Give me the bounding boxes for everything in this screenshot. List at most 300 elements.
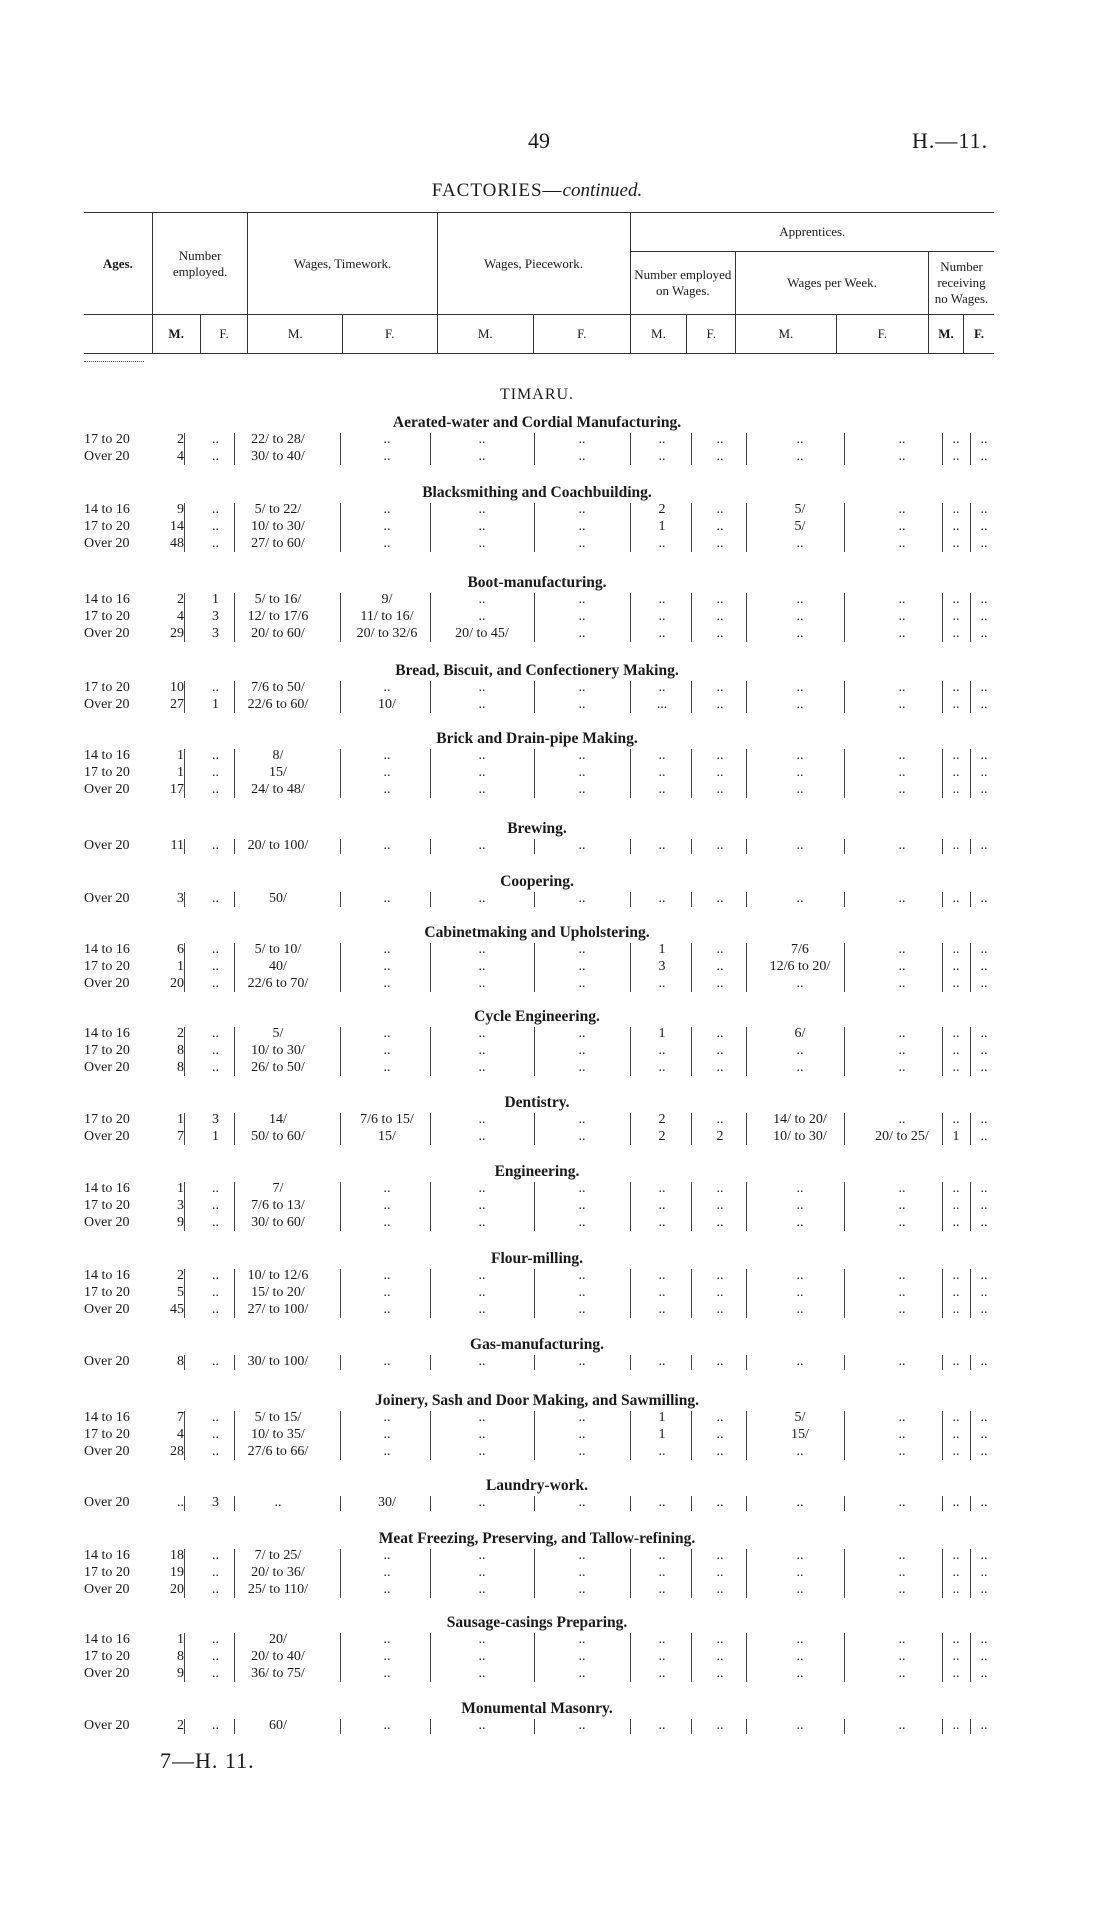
cell-apprentice-wages-f: .. <box>898 1285 906 1300</box>
column-rule <box>970 1633 971 1682</box>
cell-apprentices-f: .. <box>716 1565 724 1580</box>
column-rule <box>430 1113 431 1145</box>
section-title: Bread, Biscuit, and Confectionery Making. <box>395 662 679 679</box>
cell-no-wages-f: .. <box>980 1582 988 1597</box>
column-rule <box>746 1411 747 1460</box>
cell-number-f: .. <box>212 765 219 780</box>
cell-timework-f: .. <box>383 1302 391 1317</box>
cell-apprentices-m: .. <box>658 592 666 607</box>
cell-apprentices-f: .. <box>716 697 724 712</box>
table-row <box>84 1495 994 1512</box>
cell-number-f: 1 <box>212 592 219 607</box>
cell-apprentices-f: .. <box>716 1427 724 1442</box>
cell-timework-f: .. <box>383 1043 391 1058</box>
cell-apprentices-f: .. <box>716 1112 724 1127</box>
cell-piecework-f: .. <box>578 1354 586 1369</box>
cell-number-m: 5 <box>177 1285 184 1300</box>
column-rule <box>746 433 747 465</box>
apprentices-number-header: Number employed on Wages. <box>630 252 736 315</box>
cell-apprentices-f: .. <box>716 1354 724 1369</box>
section-title: Brick and Drain-pipe Making. <box>436 730 638 747</box>
column-rule <box>534 681 535 713</box>
cell-timework-m: 7/6 to 50/ <box>251 680 305 695</box>
table-row <box>84 1181 994 1198</box>
column-rule <box>844 1182 845 1231</box>
column-rule <box>691 749 692 798</box>
cell-timework-f: .. <box>383 1548 391 1563</box>
cell-apprentice-wages-f: .. <box>898 680 906 695</box>
cell-no-wages-m: .. <box>952 697 960 712</box>
cell-number-f: .. <box>212 449 219 464</box>
cell-piecework-f: .. <box>578 609 586 624</box>
cell-timework-f: .. <box>383 1285 391 1300</box>
f-header: F. <box>687 315 736 354</box>
cell-apprentices-m: .. <box>658 1444 666 1459</box>
cell-piecework-f: .. <box>578 449 586 464</box>
cell-no-wages-f: .. <box>980 609 988 624</box>
cell-no-wages-m: .. <box>952 592 960 607</box>
cell-age: 17 to 20 <box>84 1427 130 1442</box>
cell-number-m: 18 <box>170 1548 184 1563</box>
column-rule <box>942 1549 943 1598</box>
cell-apprentices-m: .. <box>658 748 666 763</box>
cell-apprentice-wages-f: .. <box>898 765 906 780</box>
cell-number-f: .. <box>212 432 219 447</box>
column-rule <box>691 1182 692 1231</box>
cell-no-wages-f: .. <box>980 1198 988 1213</box>
cell-no-wages-m: .. <box>952 1666 960 1681</box>
column-rule <box>844 1113 845 1145</box>
cell-apprentices-m: .. <box>658 1582 666 1597</box>
cell-piecework-f: .. <box>578 1198 586 1213</box>
cell-piecework-m: .. <box>478 782 486 797</box>
table-row <box>84 1718 994 1735</box>
cell-apprentices-f: .. <box>716 782 724 797</box>
column-rule <box>234 1719 235 1734</box>
cell-piecework-f: .. <box>578 1495 586 1510</box>
cell-timework-f: 7/6 to 15/ <box>360 1112 414 1127</box>
cell-number-m: 20 <box>170 1582 184 1597</box>
cell-timework-m: 5/ to 15/ <box>254 1410 302 1425</box>
cell-no-wages-m: .. <box>952 1410 960 1425</box>
cell-apprentice-wages-m: .. <box>796 1649 804 1664</box>
cell-age: 17 to 20 <box>84 1285 130 1300</box>
table-row <box>84 502 994 519</box>
cell-no-wages-m: .. <box>952 1198 960 1213</box>
column-rule <box>184 681 185 713</box>
cell-timework-f: .. <box>383 1268 391 1283</box>
cell-number-m: 45 <box>170 1302 184 1317</box>
cell-timework-m: 30/ to 60/ <box>251 1215 305 1230</box>
cell-timework-f: .. <box>383 1198 391 1213</box>
cell-timework-f: .. <box>383 1444 391 1459</box>
cell-apprentice-wages-m: .. <box>796 536 804 551</box>
column-rule <box>630 503 631 552</box>
cell-timework-m: 30/ to 40/ <box>251 449 305 464</box>
cell-no-wages-m: .. <box>952 502 960 517</box>
column-rule <box>630 1719 631 1734</box>
apprentices-no-wages-header: Number receiving no Wages. <box>929 252 994 315</box>
cell-number-f: .. <box>212 1649 219 1664</box>
table-row <box>84 1354 994 1371</box>
cell-piecework-f: .. <box>578 1181 586 1196</box>
cell-number-f: 1 <box>212 697 219 712</box>
cell-number-f: .. <box>212 1026 219 1041</box>
cell-number-m: 8 <box>177 1060 184 1075</box>
cell-no-wages-m: .. <box>952 1582 960 1597</box>
cell-number-m: 8 <box>177 1354 184 1369</box>
column-rule <box>340 593 341 642</box>
cell-apprentice-wages-f: .. <box>898 1026 906 1041</box>
m-header: M. <box>248 315 343 354</box>
column-rule <box>691 1549 692 1598</box>
cell-apprentice-wages-m: .. <box>796 748 804 763</box>
cell-number-m: 2 <box>177 592 184 607</box>
cell-apprentice-wages-m: .. <box>796 1582 804 1597</box>
column-rule <box>184 749 185 798</box>
column-rule <box>184 1182 185 1231</box>
column-rule <box>184 503 185 552</box>
section-title: Cycle Engineering. <box>474 1008 600 1025</box>
cell-apprentices-m: .. <box>658 1285 666 1300</box>
cell-piecework-m: .. <box>478 1043 486 1058</box>
cell-apprentice-wages-f: .. <box>898 536 906 551</box>
column-rule <box>970 503 971 552</box>
cell-timework-m: 36/ to 75/ <box>251 1666 305 1681</box>
cell-piecework-f: .. <box>578 1285 586 1300</box>
table-row <box>84 1026 994 1043</box>
cell-timework-f: .. <box>383 765 391 780</box>
cell-apprentice-wages-m: .. <box>796 1198 804 1213</box>
cell-no-wages-m: .. <box>952 519 960 534</box>
column-header <box>84 212 994 354</box>
cell-no-wages-f: .. <box>980 1026 988 1041</box>
cell-apprentice-wages-m: .. <box>796 838 804 853</box>
cell-no-wages-m: .. <box>952 1632 960 1647</box>
column-rule <box>691 433 692 465</box>
cell-apprentices-m: ... <box>656 697 668 712</box>
column-rule <box>234 1496 235 1511</box>
cell-apprentice-wages-m: .. <box>796 976 804 991</box>
cell-age: 17 to 20 <box>84 1043 130 1058</box>
cell-piecework-m: .. <box>478 1410 486 1425</box>
cell-timework-f: .. <box>383 536 391 551</box>
cell-timework-m: 15/ to 20/ <box>251 1285 305 1300</box>
section-title: Blacksmithing and Coachbuilding. <box>422 484 652 501</box>
section-title: Sausage-casings Preparing. <box>446 1614 628 1631</box>
cell-apprentices-m: 1 <box>658 942 666 957</box>
cell-apprentice-wages-f: .. <box>898 1215 906 1230</box>
cell-number-f: .. <box>212 1582 219 1597</box>
cell-number-f: .. <box>212 1565 219 1580</box>
cell-apprentices-f: .. <box>716 1718 724 1733</box>
column-rule <box>340 433 341 465</box>
cell-piecework-f: .. <box>578 680 586 695</box>
cell-timework-f: .. <box>383 1666 391 1681</box>
cell-no-wages-m: .. <box>952 976 960 991</box>
column-rule <box>234 1269 235 1318</box>
cell-number-f: .. <box>212 748 219 763</box>
column-rule <box>691 839 692 854</box>
cell-piecework-m: .. <box>478 1718 486 1733</box>
cell-number-m: 1 <box>177 1181 184 1196</box>
cell-apprentice-wages-f: .. <box>898 1718 906 1733</box>
column-rule <box>234 433 235 465</box>
cell-piecework-m: .. <box>478 838 486 853</box>
cell-apprentices-f: .. <box>716 1582 724 1597</box>
cell-no-wages-f: .. <box>980 502 988 517</box>
cell-piecework-f: .. <box>578 748 586 763</box>
cell-no-wages-f: .. <box>980 1666 988 1681</box>
cell-apprentice-wages-f: .. <box>898 519 906 534</box>
cell-piecework-f: .. <box>578 1112 586 1127</box>
column-rule <box>691 1719 692 1734</box>
cell-apprentices-f: .. <box>716 765 724 780</box>
column-rule <box>746 1355 747 1370</box>
cell-apprentices-m: .. <box>658 626 666 641</box>
cell-timework-f: .. <box>383 942 391 957</box>
cell-age: 17 to 20 <box>84 519 130 534</box>
cell-apprentices-f: .. <box>716 536 724 551</box>
cell-apprentices-m: .. <box>658 1495 666 1510</box>
cell-number-m: 3 <box>177 1198 184 1213</box>
cell-age: 17 to 20 <box>84 765 130 780</box>
column-rule <box>534 503 535 552</box>
cell-no-wages-m: .. <box>952 1718 960 1733</box>
cell-timework-f: 11/ to 16/ <box>360 609 414 624</box>
cell-number-f: .. <box>212 680 219 695</box>
cell-no-wages-m: .. <box>952 1354 960 1369</box>
cell-apprentice-wages-f: 20/ to 25/ <box>875 1129 929 1144</box>
cell-piecework-f: .. <box>578 1444 586 1459</box>
f-header: F. <box>534 315 631 354</box>
cell-number-f: 3 <box>212 609 219 624</box>
cell-age: Over 20 <box>84 536 130 551</box>
cell-timework-m: 30/ to 100/ <box>247 1354 309 1369</box>
cell-age: 14 to 16 <box>84 748 130 763</box>
cell-age: 14 to 16 <box>84 1548 130 1563</box>
cell-apprentice-wages-f: .. <box>898 1495 906 1510</box>
cell-number-f: .. <box>212 1548 219 1563</box>
table-row <box>84 1043 994 1060</box>
number-employed-header: Number employed. <box>152 213 248 315</box>
cell-no-wages-m: .. <box>952 782 960 797</box>
column-rule <box>340 943 341 992</box>
cell-timework-m: 20/ to 60/ <box>251 626 305 641</box>
cell-timework-m: 8/ <box>272 748 284 763</box>
cell-apprentices-m: .. <box>658 536 666 551</box>
cell-apprentice-wages-f: .. <box>898 609 906 624</box>
cell-apprentice-wages-m: 5/ <box>794 1410 806 1425</box>
column-rule <box>430 1496 431 1511</box>
cell-no-wages-f: .. <box>980 1444 988 1459</box>
column-rule <box>340 892 341 907</box>
cell-apprentices-m: .. <box>658 1268 666 1283</box>
cell-piecework-m: .. <box>478 1548 486 1563</box>
cell-no-wages-m: .. <box>952 680 960 695</box>
column-rule <box>340 503 341 552</box>
column-rule <box>691 1633 692 1682</box>
cell-number-f: .. <box>212 1427 219 1442</box>
column-rule <box>942 1027 943 1076</box>
cell-timework-m: 22/6 to 70/ <box>247 976 309 991</box>
m-header: M. <box>929 315 964 354</box>
cell-no-wages-m: 1 <box>952 1129 960 1144</box>
column-rule <box>844 943 845 992</box>
column-rule <box>430 503 431 552</box>
cell-piecework-m: 20/ to 45/ <box>455 626 509 641</box>
cell-apprentice-wages-f: .. <box>898 976 906 991</box>
cell-age: Over 20 <box>84 976 130 991</box>
cell-age: 14 to 16 <box>84 1181 130 1196</box>
cell-apprentice-wages-f: .. <box>898 1181 906 1196</box>
cell-timework-m: 20/ <box>269 1632 287 1647</box>
cell-no-wages-m: .. <box>952 536 960 551</box>
cell-no-wages-m: .. <box>952 1427 960 1442</box>
column-rule <box>630 1113 631 1145</box>
table-row <box>84 942 994 959</box>
cell-timework-f: .. <box>383 748 391 763</box>
cell-piecework-m: .. <box>478 1181 486 1196</box>
column-rule <box>691 1113 692 1145</box>
cell-no-wages-f: .. <box>980 1215 988 1230</box>
cell-age: Over 20 <box>84 1060 130 1075</box>
cell-piecework-f: .. <box>578 1632 586 1647</box>
cell-apprentices-f: .. <box>716 1666 724 1681</box>
column-rule <box>430 1355 431 1370</box>
cell-apprentices-f: .. <box>716 891 724 906</box>
table-row <box>84 1649 994 1666</box>
cell-timework-m: 50/ to 60/ <box>251 1129 305 1144</box>
cell-timework-m: 7/ <box>272 1181 284 1196</box>
cell-number-m: 29 <box>170 626 184 641</box>
cell-timework-f: 10/ <box>378 697 396 712</box>
cell-no-wages-m: .. <box>952 748 960 763</box>
column-rule <box>234 892 235 907</box>
column-rule <box>534 1411 535 1460</box>
column-rule <box>184 943 185 992</box>
cell-apprentice-wages-f: .. <box>898 1354 906 1369</box>
column-rule <box>942 749 943 798</box>
cell-age: Over 20 <box>84 782 130 797</box>
table-row <box>84 1112 994 1129</box>
cell-no-wages-f: .. <box>980 959 988 974</box>
column-rule <box>340 1411 341 1460</box>
column-rule <box>534 1182 535 1231</box>
cell-piecework-f: .. <box>578 1427 586 1442</box>
cell-number-m: 7 <box>177 1410 184 1425</box>
cell-number-m: 11 <box>170 838 184 853</box>
cell-number-f: .. <box>212 782 219 797</box>
cell-apprentices-f: .. <box>716 1649 724 1664</box>
cell-number-f: .. <box>212 1632 219 1647</box>
cell-timework-m: 40/ <box>269 959 287 974</box>
cell-apprentice-wages-f: .. <box>898 502 906 517</box>
cell-piecework-m: .. <box>478 1285 486 1300</box>
cell-number-f: .. <box>212 502 219 517</box>
cell-apprentices-m: .. <box>658 838 666 853</box>
column-rule <box>844 1549 845 1598</box>
cell-apprentices-m: .. <box>658 1354 666 1369</box>
cell-number-m: 28 <box>170 1444 184 1459</box>
column-rule <box>534 1549 535 1598</box>
cell-piecework-m: .. <box>478 609 486 624</box>
cell-apprentice-wages-m: 10/ to 30/ <box>773 1129 827 1144</box>
column-rule <box>234 1182 235 1231</box>
column-rule <box>630 1355 631 1370</box>
section-title: Flour-milling. <box>491 1250 583 1267</box>
cell-piecework-m: .. <box>478 1026 486 1041</box>
cell-no-wages-m: .. <box>952 1268 960 1283</box>
cell-no-wages-f: .. <box>980 1649 988 1664</box>
cell-timework-m: 22/6 to 60/ <box>247 697 309 712</box>
table-row <box>84 1198 994 1215</box>
cell-number-f: .. <box>212 959 219 974</box>
section-title: Brewing. <box>507 820 567 837</box>
cell-no-wages-m: .. <box>952 1285 960 1300</box>
column-rule <box>234 749 235 798</box>
column-rule <box>184 1549 185 1598</box>
column-rule <box>970 943 971 992</box>
cell-apprentices-f: .. <box>716 748 724 763</box>
cell-no-wages-f: .. <box>980 626 988 641</box>
cell-apprentice-wages-f: .. <box>898 1043 906 1058</box>
cell-piecework-f: .. <box>578 1649 586 1664</box>
cell-apprentice-wages-f: .. <box>898 592 906 607</box>
column-rule <box>746 1633 747 1682</box>
cell-apprentices-f: .. <box>716 432 724 447</box>
column-rule <box>970 593 971 642</box>
cell-piecework-f: .. <box>578 519 586 534</box>
cell-number-m: 19 <box>170 1565 184 1580</box>
cell-apprentice-wages-m: .. <box>796 449 804 464</box>
cell-timework-f: .. <box>383 449 391 464</box>
column-rule <box>340 1027 341 1076</box>
column-rule <box>340 1113 341 1145</box>
cell-timework-m: 24/ to 48/ <box>251 782 305 797</box>
table-row <box>84 976 994 993</box>
cell-no-wages-f: .. <box>980 519 988 534</box>
cell-piecework-m: .. <box>478 592 486 607</box>
cell-apprentices-m: .. <box>658 1666 666 1681</box>
column-rule <box>430 839 431 854</box>
cell-no-wages-m: .. <box>952 1043 960 1058</box>
column-rule <box>844 1269 845 1318</box>
cell-number-m: 4 <box>177 1427 184 1442</box>
cell-piecework-f: .. <box>578 1666 586 1681</box>
column-rule <box>844 1411 845 1460</box>
cell-apprentices-f: .. <box>716 959 724 974</box>
f-header: F. <box>836 315 928 354</box>
column-rule <box>746 503 747 552</box>
column-rule <box>534 1633 535 1682</box>
cell-piecework-m: .. <box>478 502 486 517</box>
column-rule <box>534 1496 535 1511</box>
cell-timework-m: 27/6 to 66/ <box>247 1444 309 1459</box>
column-rule <box>534 943 535 992</box>
column-rule <box>430 749 431 798</box>
cell-number-f: .. <box>212 1285 219 1300</box>
column-rule <box>234 503 235 552</box>
column-rule <box>630 1496 631 1511</box>
cell-timework-f: .. <box>383 1649 391 1664</box>
column-rule <box>234 1113 235 1145</box>
cell-piecework-f: .. <box>578 1410 586 1425</box>
column-rule <box>844 433 845 465</box>
cell-timework-f: .. <box>383 1215 391 1230</box>
column-rule <box>970 1719 971 1734</box>
column-rule <box>970 1269 971 1318</box>
